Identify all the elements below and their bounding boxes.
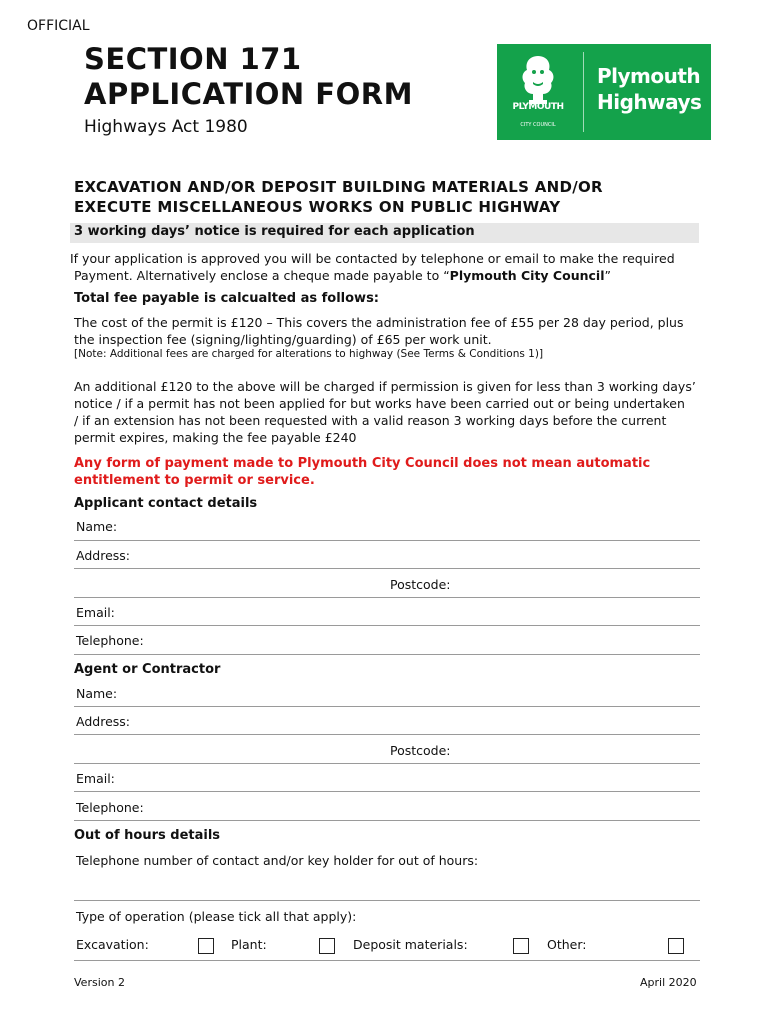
brand-line-1: Plymouth — [597, 64, 701, 88]
applicant-postcode-label: Postcode: — [390, 577, 451, 592]
heading-line-1: EXCAVATION AND/OR DEPOSIT BUILDING MATERIALS AND/OR — [74, 178, 603, 196]
applicant-name-label: Name: — [76, 519, 118, 534]
agent-email-label: Email: — [76, 771, 115, 786]
applicant-heading: Applicant contact details — [74, 496, 258, 511]
applicant-address-field[interactable] — [74, 568, 700, 569]
applicant-telephone-field[interactable] — [74, 654, 700, 655]
applicant-postcode-field[interactable] — [74, 597, 700, 598]
logo-divider — [583, 52, 584, 132]
agent-address-field[interactable] — [74, 734, 700, 735]
agent-postcode-field[interactable] — [74, 763, 700, 764]
fee-paragraph — [74, 314, 714, 348]
version-label: Version 2 — [74, 976, 125, 989]
approval-line-1: If your application is approved you will be contacted by telephone or email to make the required — [70, 251, 675, 266]
warning-line-1: Any form of payment made to Plymouth City Council does not mean automatic — [74, 456, 651, 471]
fee-note: [Note: Additional fees are charged for alterations to highway (See Terms & Conditions 1)] — [74, 348, 544, 360]
classification-label: OFFICIAL — [27, 18, 90, 34]
applicant-name-field[interactable] — [74, 540, 700, 541]
council-sub: CITY COUNCIL — [520, 122, 556, 128]
operation-type-label: Type of operation (please tick all that apply): — [76, 909, 357, 924]
page-title — [84, 42, 413, 112]
agent-name-field[interactable] — [74, 706, 700, 707]
applicant-address-label: Address: — [76, 548, 130, 563]
brand-line-2: Highways — [597, 90, 702, 114]
extra-line-4: permit expires, making the fee payable £240 — [74, 430, 357, 445]
approval-text: Payment. Alternatively enclose a cheque made payable to “ — [74, 268, 450, 283]
other-checkbox[interactable] — [668, 938, 684, 954]
plymouth-highways-logo — [497, 44, 711, 140]
plant-checkbox[interactable] — [319, 938, 335, 954]
extra-line-3: / if an extension has not been requested with a valid reason 3 working days before the current — [74, 413, 667, 428]
agent-telephone-field[interactable] — [74, 820, 700, 821]
excavation-checkbox[interactable] — [198, 938, 214, 954]
option-excavation-label: Excavation: — [76, 937, 149, 952]
fee-line-1: The cost of the permit is £120 – This covers the administration fee of £55 per 28 day period, plus — [74, 315, 684, 330]
agent-name-label: Name: — [76, 686, 118, 701]
applicant-telephone-label: Telephone: — [76, 633, 144, 648]
agent-email-field[interactable] — [74, 791, 700, 792]
agent-telephone-label: Telephone: — [76, 800, 144, 815]
warning-line-2: entitlement to permit or service. — [74, 473, 315, 488]
date-label: April 2020 — [640, 976, 697, 989]
deposit-materials-checkbox[interactable] — [513, 938, 529, 954]
agent-postcode-label: Postcode: — [390, 743, 451, 758]
option-deposit-label: Deposit materials: — [353, 937, 468, 952]
operation-row-underline — [74, 960, 700, 961]
additional-fee-paragraph — [74, 378, 714, 446]
agent-address-label: Address: — [76, 714, 130, 729]
approval-close-quote: ” — [604, 268, 611, 283]
heading-line-2: EXECUTE MISCELLANEOUS WORKS ON PUBLIC HIGHWAY — [74, 198, 561, 216]
extra-line-1: An additional £120 to the above will be charged if permission is given for less than 3 working days’ — [74, 379, 696, 394]
notice-text: 3 working days’ notice is required for each application — [74, 224, 475, 239]
approval-paragraph — [70, 250, 710, 284]
title-line-2: APPLICATION FORM — [84, 77, 413, 111]
payment-warning — [74, 455, 714, 489]
applicant-email-label: Email: — [76, 605, 115, 620]
option-plant-label: Plant: — [231, 937, 267, 952]
option-other-label: Other: — [547, 937, 587, 952]
out-of-hours-telephone-label: Telephone number of contact and/or key holder for out of hours: — [76, 853, 479, 868]
extra-line-2: notice / if a permit has not been applied for but works have been carried out or being undertaken — [74, 396, 685, 411]
approval-line-2 — [70, 267, 710, 284]
form-heading — [74, 177, 714, 217]
applicant-email-field[interactable] — [74, 625, 700, 626]
title-line-1: SECTION 171 — [84, 42, 302, 76]
fee-heading: Total fee payable is calcualted as follows: — [74, 291, 380, 306]
council-name: PLYMOUTH — [512, 102, 564, 112]
page-subtitle: Highways Act 1980 — [84, 117, 248, 137]
out-of-hours-heading: Out of hours details — [74, 828, 221, 843]
out-of-hours-telephone-field[interactable] — [74, 900, 700, 901]
approval-payee: Plymouth City Council — [449, 268, 605, 283]
agent-heading: Agent or Contractor — [74, 662, 221, 677]
fee-line-2: the inspection fee (signing/lighting/guarding) of £65 per work unit. — [74, 332, 492, 347]
